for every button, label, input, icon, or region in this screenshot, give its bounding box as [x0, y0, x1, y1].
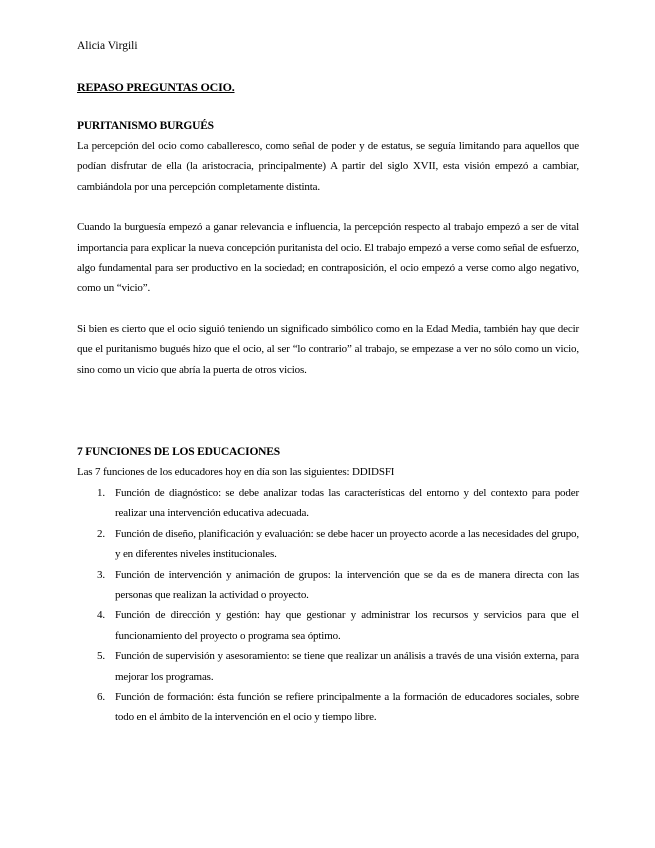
list-item-number: 6.	[97, 691, 105, 704]
funciones-intro: Las 7 funciones de los educadores hoy en día son las siguientes: DDIDSFI	[77, 466, 395, 478]
list-item	[77, 565, 579, 606]
list-item-text: Función de formación: ésta función se refiere principalmente a la formación de educadores sociales, sobre todo en el ámbito de la intervención en el ocio y tiempo libre.	[115, 691, 579, 724]
list-item	[77, 646, 579, 687]
list-item-text: Función de dirección y gestión: hay que gestionar y administrar los recursos y servicios para que el funcionamiento del proyecto o programa sea óptimo.	[115, 609, 579, 642]
list-item-text: Función de diagnóstico: se debe analizar todas las características del entorno y del contexto para poder realizar una intervención educativa adecuada.	[115, 487, 579, 520]
paragraph-3: Si bien es cierto que el ocio siguió teniendo un significado simbólico como en la Edad Media, también hay que decir que el puritanismo bugués hizo que el ocio, al ser “lo contrario” al trabajo, se empezase a ver no sólo como un vicio, sino como un vicio que abría la puerta de otros vicios.	[77, 322, 579, 376]
funciones-list	[77, 483, 579, 728]
list-item	[77, 524, 579, 565]
section-funciones	[77, 445, 579, 728]
list-item-number: 1.	[97, 487, 105, 499]
paragraph-1: La percepción del ocio como caballeresco, como señal de poder y de estatus, se seguía limitando para aquellos que podían disfrutar de ella (la aristocracia, principalmente) A partir del siglo XVII, esta visión empezó a cambiar, cambiándola por una percepción completamente distinta.	[77, 140, 579, 193]
author-name: Alicia Virgili	[77, 40, 138, 52]
section-heading-funciones: 7 FUNCIONES DE LOS EDUCACIONES	[77, 446, 280, 458]
section-heading-puritanismo: PURITANISMO BURGUÉS	[77, 120, 214, 132]
paragraph-2: Cuando la burguesía empezó a ganar relevancia e influencia, la percepción respecto al trabajo empezó a ser de vital importancia para explicar la nueva concepción puritanista del ocio. El trabajo empezó a verse como señal de esfuerzo, algo fundamental para ser productivo en la sociedad; en contraposición, el ocio empezó a verse como algo negativo, como un “vicio”.	[77, 221, 579, 295]
list-item-number: 5.	[97, 650, 105, 663]
list-item-number: 2.	[97, 527, 105, 540]
list-item-text: Función de supervisión y asesoramiento: se tiene que realizar un análisis a través de una visión externa, para mejorar los programas.	[115, 650, 579, 683]
list-item	[77, 687, 579, 728]
list-item-text: Función de intervención y animación de grupos: la intervención que se da es de manera directa con las personas que realizan la actividad o proyecto.	[115, 568, 579, 602]
section-puritanismo	[77, 119, 579, 380]
list-item	[77, 483, 579, 524]
list-item	[77, 605, 579, 646]
list-item-text: Función de diseño, planificación y evaluación: se debe hacer un proyecto acorde a las necesidades del grupo, y en diferentes niveles institucionales.	[115, 527, 579, 561]
list-item-number: 3.	[97, 568, 105, 581]
document-title: REPASO PREGUNTAS OCIO.	[77, 80, 235, 94]
list-item-number: 4.	[97, 609, 105, 622]
